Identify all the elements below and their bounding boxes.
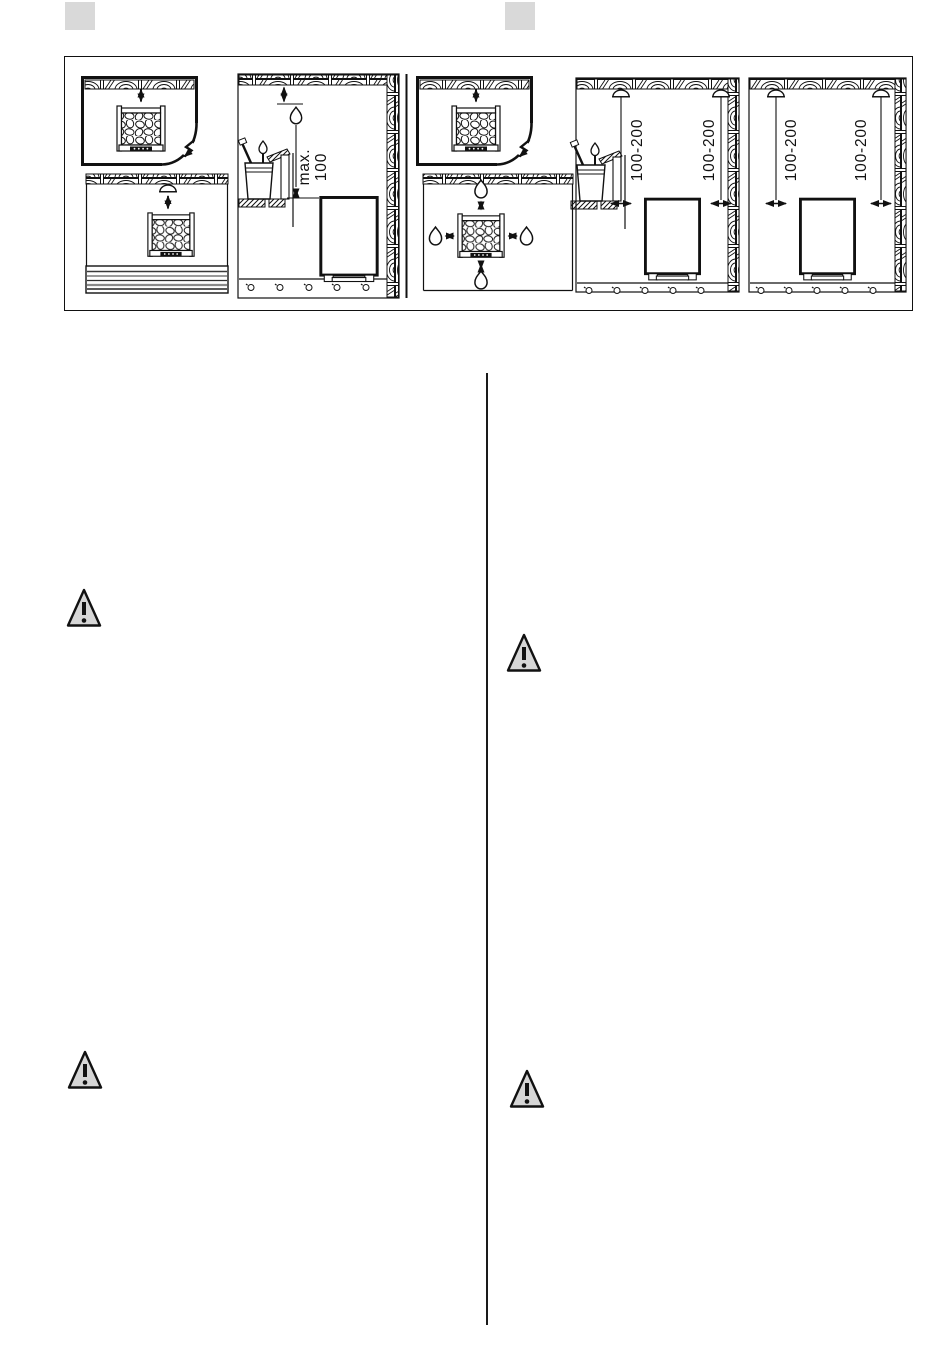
warning-icon bbox=[66, 1049, 104, 1091]
floor-screw-icon bbox=[304, 284, 312, 291]
sensor-drop-icon bbox=[429, 227, 441, 245]
floor-screw-icon bbox=[361, 284, 369, 291]
heater-stones-icon bbox=[148, 213, 194, 256]
diagram-sideview-range-1 bbox=[570, 78, 739, 294]
bucket-ladle-icon bbox=[238, 138, 293, 227]
max-distance-label-line1: max. bbox=[296, 148, 313, 186]
warning-icon bbox=[508, 1068, 546, 1110]
floor-screw-icon bbox=[246, 284, 254, 291]
warning-icon bbox=[65, 587, 103, 629]
range-label: 100-200 bbox=[629, 118, 646, 182]
section-marker-left bbox=[65, 2, 95, 30]
diagram-sideview-max100 bbox=[238, 74, 399, 298]
floor-screw-icon bbox=[275, 284, 283, 291]
diagram-sideview-range-2 bbox=[749, 78, 906, 294]
ceiling-sensor-icon bbox=[712, 90, 730, 97]
ceiling-sensor-icon bbox=[159, 185, 177, 192]
heater-side-icon bbox=[321, 197, 377, 281]
range-label: 100-200 bbox=[701, 118, 718, 182]
ceiling-sensor-icon bbox=[612, 90, 630, 97]
floor-screw-icon bbox=[332, 284, 340, 291]
max-distance-label-line2: 100 bbox=[313, 152, 330, 182]
bucket-ladle-icon bbox=[570, 140, 625, 229]
sensor-drop-icon bbox=[475, 271, 487, 289]
ceiling-sensor-icon bbox=[872, 90, 890, 97]
column-divider bbox=[486, 373, 488, 1325]
heater-side-icon bbox=[800, 199, 854, 280]
section-marker-right bbox=[505, 2, 535, 30]
diagram-floorplan-sensors bbox=[423, 174, 573, 291]
sensor-drop-icon bbox=[520, 227, 532, 245]
warning-icon bbox=[505, 632, 543, 674]
ceiling-sensor-icon bbox=[767, 90, 785, 97]
sensor-drop-icon bbox=[290, 107, 301, 124]
diagram-floorplan-door-2 bbox=[418, 78, 532, 165]
diagram-floorplan-door-1 bbox=[83, 78, 197, 165]
range-label: 100-200 bbox=[783, 118, 800, 182]
heater-stones-icon bbox=[117, 106, 165, 151]
heater-side-icon bbox=[645, 199, 699, 280]
range-label: 100-200 bbox=[853, 118, 870, 182]
installation-diagrams bbox=[65, 57, 912, 310]
diagram-floorplan-bench bbox=[86, 174, 228, 293]
heater-stones-icon bbox=[452, 106, 500, 151]
installation-figure bbox=[64, 56, 913, 311]
heater-stones-icon bbox=[458, 214, 504, 257]
